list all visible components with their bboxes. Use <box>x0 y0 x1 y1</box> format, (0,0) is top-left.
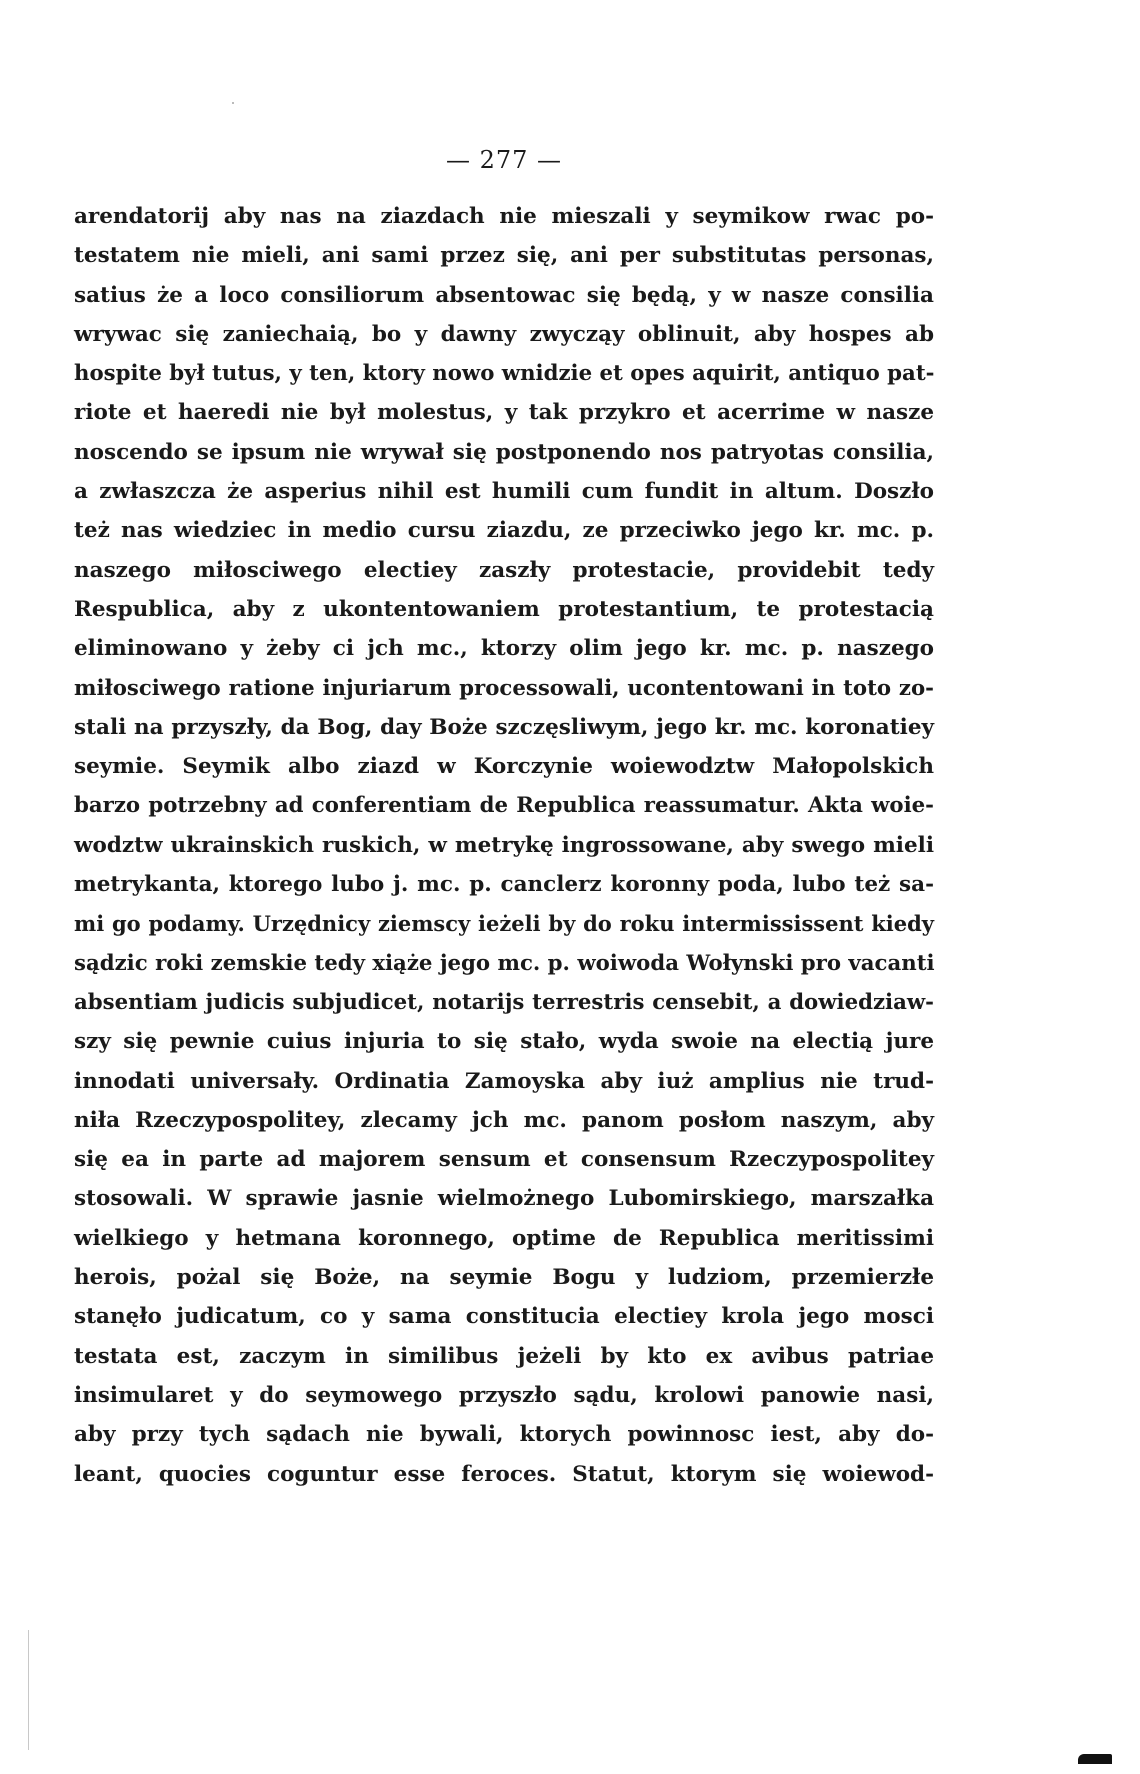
text-line: testata est, zaczym in similibus jeżeli by kto ex avibus patriae <box>74 1343 934 1369</box>
text-line: testatem nie mieli, ani sami przez się, ani per substitutas personas, <box>74 243 934 269</box>
text-line: stali na przyszły, da Bog, day Boże szczęsliwym, jego kr. mc. koronatiey <box>74 714 934 740</box>
paper-speck <box>232 102 234 104</box>
text-line: się ea in parte ad majorem sensum et consensum Rzeczypospolitey <box>74 1147 934 1173</box>
text-line: wrywac się zaniechaią, bo y dawny zwycząy oblinuit, aby hospes ab <box>74 321 934 347</box>
text-line: naszego miłosciwego electiey zaszły protestacie, providebit tedy <box>74 557 934 583</box>
text-line: arendatorij aby nas na ziazdach nie mieszali y seymikow rwac po- <box>74 204 934 229</box>
margin-rule <box>28 1630 29 1750</box>
text-line: wodztw ukrainskich ruskich, w metrykę ingrossowane, aby swego mieli <box>74 832 934 858</box>
text-line: riote et haeredi nie był molestus, y tak przykro et acerrime w nasze <box>74 400 934 426</box>
text-line: eliminowano y żeby ci jch mc., ktorzy olim jego kr. mc. p. naszego <box>74 636 934 662</box>
text-line: szy się pewnie cuius injuria to się stało, wyda swoie na electią jure <box>74 1029 934 1055</box>
text-line: insimularet y do seymowego przyszło sądu, krolowi panowie nasi, <box>74 1382 934 1408</box>
text-line: a zwłaszcza że asperius nihil est humili cum fundit in altum. Doszło <box>74 479 934 505</box>
text-line: noscendo se ipsum nie wrywał się postponendo nos patryotas consilia, <box>74 439 934 465</box>
margin-ink-mark <box>1078 1754 1112 1764</box>
body-text <box>74 197 934 1494</box>
text-line: aby przy tych sądach nie bywali, ktorych powinnosc iest, aby do- <box>74 1422 934 1448</box>
text-line: leant, quocies coguntur esse feroces. Statut, ktorym się woiewod- <box>74 1461 934 1487</box>
page-number: — 277 — <box>445 146 563 174</box>
text-line: herois, pożal się Boże, na seymie Bogu y ludziom, przemierzłe <box>74 1265 934 1291</box>
text-line: hospite był tutus, y ten, ktory nowo wnidzie et opes aquirit, antiquo pat- <box>74 361 935 387</box>
text-line: wielkiego y hetmana koronnego, optime de Republica meritissimi <box>74 1225 934 1251</box>
text-line: mi go podamy. Urzędnicy ziemscy ieżeli by do roku intermississent kiedy <box>74 911 934 937</box>
text-line: miłosciwego ratione injuriarum processowali, ucontentowani in toto zo- <box>74 675 934 701</box>
text-line: satius że a loco consiliorum absentowac się będą, y w nasze consilia <box>74 282 934 308</box>
text-line: innodati universały. Ordinatia Zamoyska aby iuż amplius nie trud- <box>74 1068 934 1094</box>
text-line: absentiam judicis subjudicet, notarijs terrestris censebit, a dowiedziaw- <box>74 989 934 1015</box>
text-line: barzo potrzebny ad conferentiam de Republica reassumatur. Akta woie- <box>74 793 934 819</box>
text-line: metrykanta, ktorego lubo j. mc. p. canclerz koronny poda, lubo też sa- <box>74 872 934 898</box>
text-line: też nas wiedziec in medio cursu ziazdu, ze przeciwko jego kr. mc. p. <box>74 518 934 544</box>
text-line: stanęło judicatum, co y sama constitucia electiey krola jego mosci <box>74 1304 934 1330</box>
text-line: Respublica, aby z ukontentowaniem protestantium, te protestacią <box>74 596 934 622</box>
text-line: niła Rzeczypospolitey, zlecamy jch mc. panom posłom naszym, aby <box>74 1107 934 1133</box>
text-line: sądzic roki zemskie tedy xiąże jego mc. p. woiwoda Wołynski pro vacanti <box>74 950 935 976</box>
text-line: seymie. Seymik albo ziazd w Korczynie woiewodztw Małopolskich <box>74 754 934 780</box>
text-line: stosowali. W sprawie jasnie wielmożnego Lubomirskiego, marszałka <box>74 1186 934 1212</box>
